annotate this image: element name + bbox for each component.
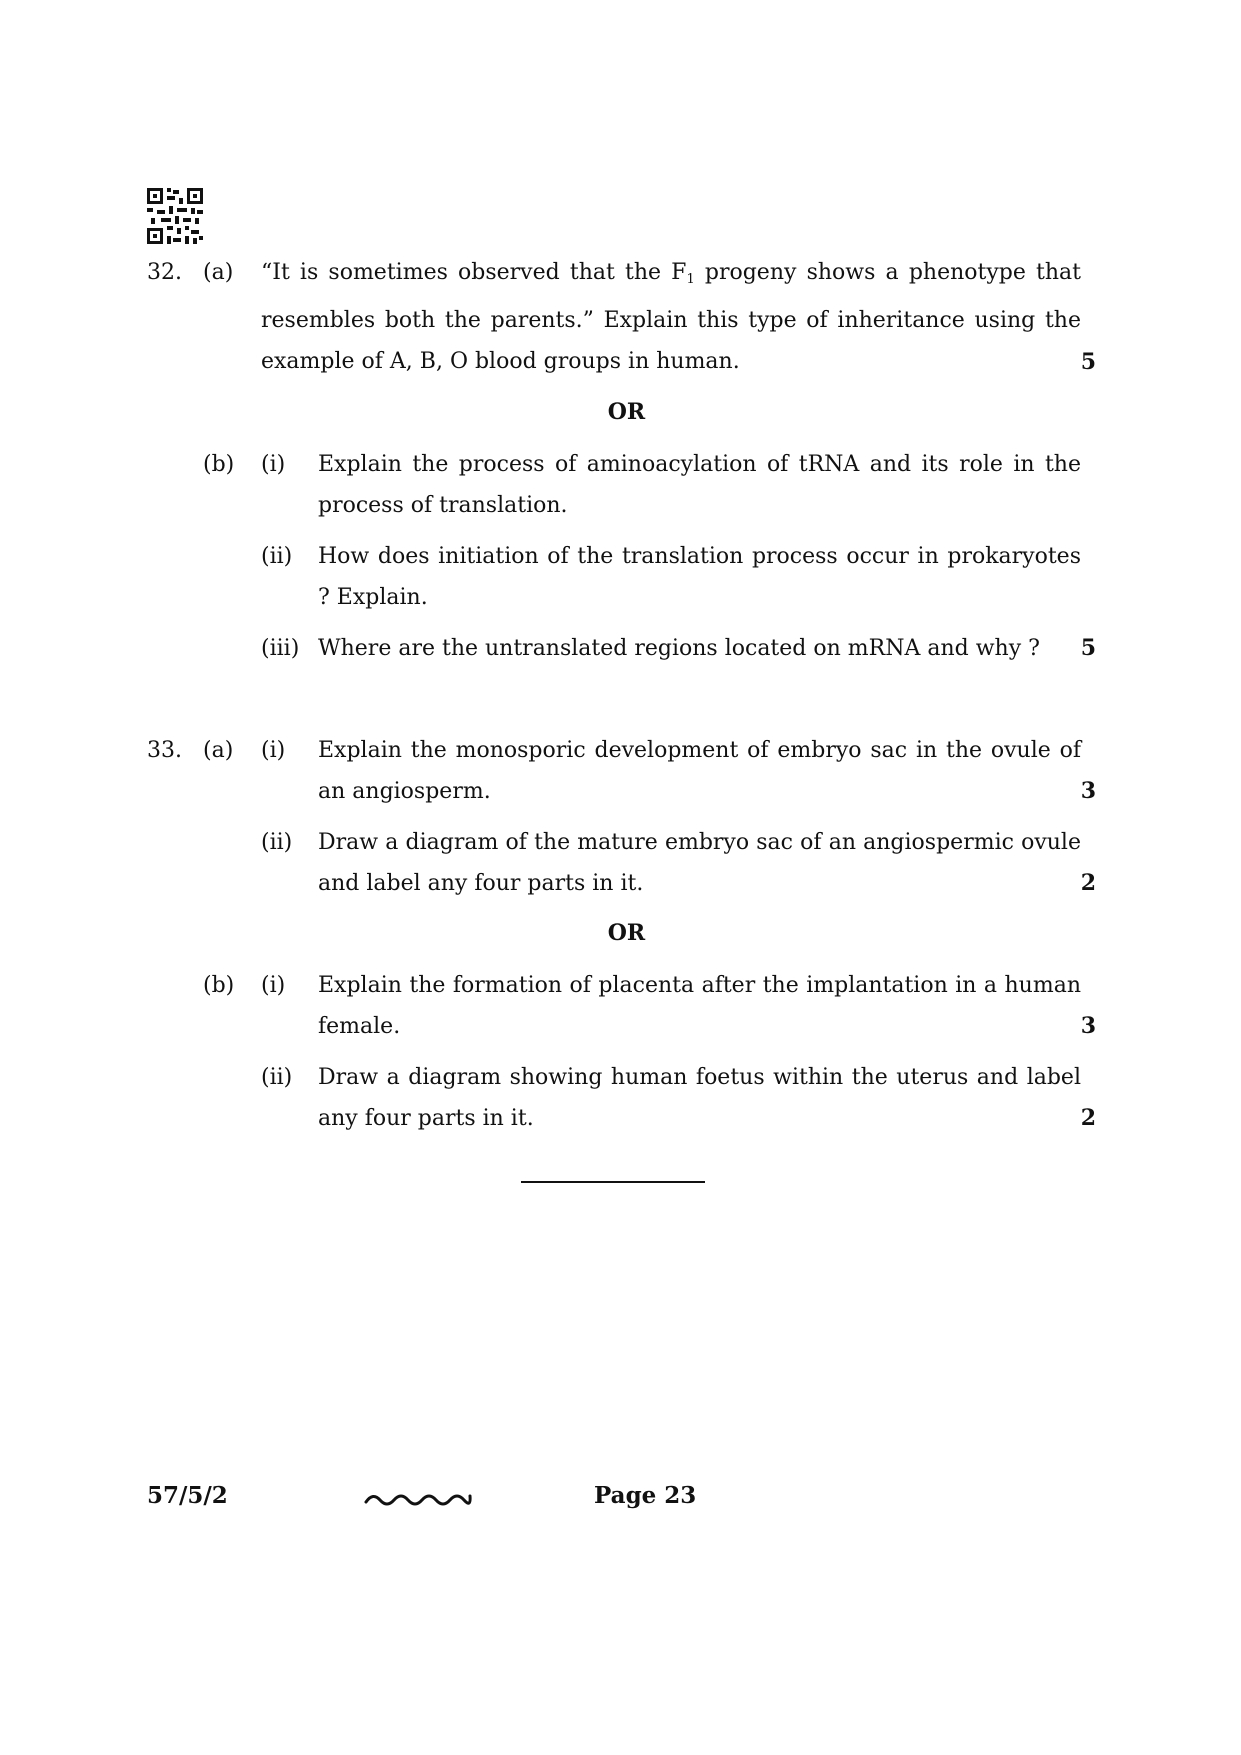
subpart-label: (ii) xyxy=(261,830,293,855)
subpart-label: (i) xyxy=(261,973,286,998)
question-text-start: “It is sometimes observed that the F xyxy=(261,260,687,285)
paper-code: 57/5/2 xyxy=(147,1482,228,1509)
subpart-label: (ii) xyxy=(261,544,293,569)
question-number: 32. xyxy=(147,260,182,285)
part-label: (b) xyxy=(203,452,235,477)
question-text xyxy=(261,252,1081,382)
question-text-rest: progeny shows a phenotype that resembles both the parents.” Explain this type of inheritance using the example of A, B, O blood groups in human. xyxy=(261,260,1081,374)
wave-icon xyxy=(364,1490,472,1508)
question-text: Where are the untranslated regions located on mRNA and why ? xyxy=(318,636,1040,661)
question-number: 33. xyxy=(147,738,182,763)
question-text: Explain the process of aminoacylation of tRNA and its role in the process of translation. xyxy=(318,452,1081,518)
question-text: Draw a diagram of the mature embryo sac of an angiospermic ovule and label any four parts in it. xyxy=(318,830,1081,896)
page-number: Page 23 xyxy=(594,1482,697,1509)
question-text: Explain the monosporic development of embryo sac in the ovule of an angiosperm. xyxy=(318,738,1081,804)
subpart-label: (i) xyxy=(261,738,286,763)
qr-code-icon xyxy=(147,188,203,244)
subpart-label: (iii) xyxy=(261,636,300,661)
marks: 3 xyxy=(1080,778,1096,804)
subpart-label: (ii) xyxy=(261,1065,293,1090)
subpart-label: (i) xyxy=(261,452,286,477)
or-separator: OR xyxy=(607,399,646,425)
part-label: (a) xyxy=(203,738,234,763)
part-label: (a) xyxy=(203,260,234,285)
marks: 2 xyxy=(1080,870,1096,896)
part-label: (b) xyxy=(203,973,235,998)
or-separator: OR xyxy=(607,920,646,946)
question-text: Explain the formation of placenta after the implantation in a human female. xyxy=(318,973,1081,1039)
marks: 5 xyxy=(1080,349,1096,375)
question-text: Draw a diagram showing human foetus within the uterus and label any four parts in it. xyxy=(318,1065,1081,1131)
subscript: 1 xyxy=(686,272,695,287)
end-rule xyxy=(521,1181,705,1183)
question-text: How does initiation of the translation process occur in prokaryotes ? Explain. xyxy=(318,544,1081,610)
marks: 2 xyxy=(1080,1105,1096,1131)
marks: 3 xyxy=(1080,1013,1096,1039)
marks: 5 xyxy=(1080,635,1096,661)
